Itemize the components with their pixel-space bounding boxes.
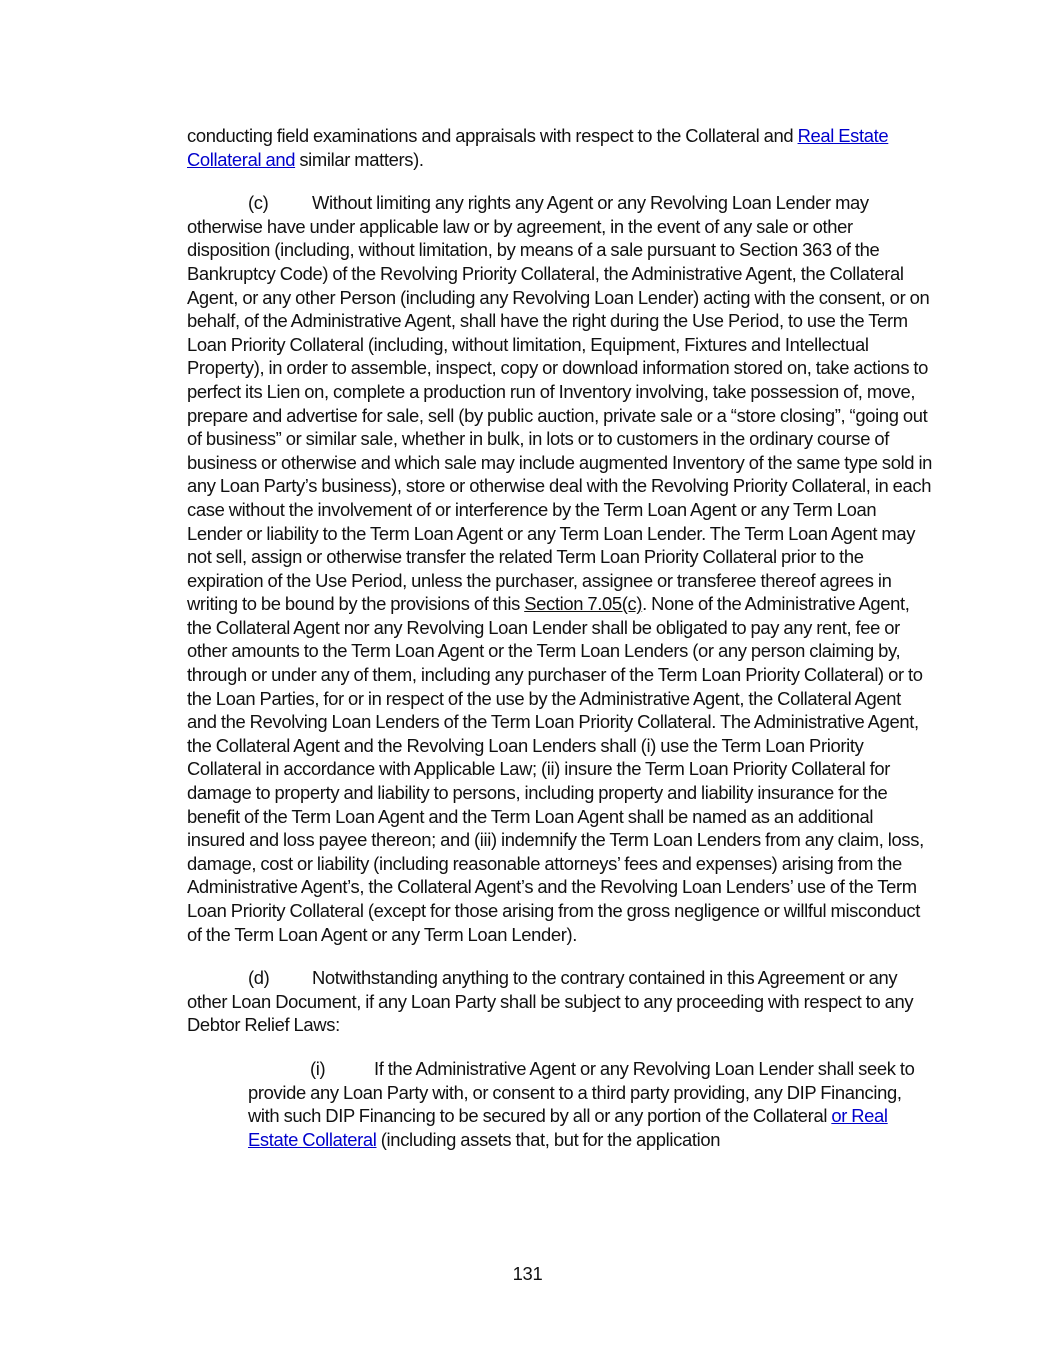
inserted-text-link[interactable]: Real Estate Collateral and	[187, 125, 889, 170]
paragraph-c	[187, 191, 933, 946]
document-body	[187, 124, 933, 1151]
section-marker: (d)	[248, 967, 270, 989]
paragraph-text: (including assets that, but for the application	[376, 1128, 721, 1150]
section-marker: (c)	[248, 192, 269, 214]
paragraph-d-i	[248, 1057, 933, 1151]
paragraph-text: similar matters).	[295, 148, 424, 170]
paragraph-text: Without limiting any rights any Agent or any Revolving Loan Lender may otherwise have under applicable law or by agreement, in the event of any sale or other disposition (including, without limitation, by means of a sale pursuant to Section 363 of the Bankruptcy Code) of the Revolving Priority Collateral, the Administrative Agent, the Collateral Agent, or any other Person (including any Revolving Loan Lender) acting with the consent, or on behalf, of the Administrative Agent, shall have the right during the Use Period, to use the Term Loan Priority Collateral (including, without limitation, Equipment, Fixtures and Intellectual Property), in order to assemble, inspect, copy or download information stored on, take actions to perfect its Lien on, complete a production run of Inventory involving, take possession of, move, prepare and advertise for sale, sell (by public auction, private sale or a “store closing”, “going out of business” or similar sale, whether in bulk, in lots or to customers in the ordinary course of business or otherwise and which sale may include augmented Inventory of the same type sold in any Loan Party’s business), store or otherwise deal with the Revolving Priority Collateral, in each case without the involvement of or interference by the Term Loan Agent or any Term Loan Lender or liability to the Term Loan Agent or any Term Loan Lender. The Term Loan Agent may not sell, assign or otherwise transfer the related Term Loan Priority Collateral prior to the expiration of the Use Period, unless the purchaser, assignee or transferee thereof agrees in writing to be bound by the provisions of this	[187, 192, 933, 615]
section-reference: Section 7.05(c)	[524, 593, 643, 615]
inserted-text-link[interactable]: or Real Estate Collateral	[248, 1105, 888, 1150]
paragraph-text: Notwithstanding anything to the contrary contained in this Agreement or any other Loan Document, if any Loan Party shall be subject to any proceeding with respect to any Debtor Relief Laws:	[187, 967, 914, 1036]
paragraph-text: . None of the Administrative Agent, the Collateral Agent nor any Revolving Loan Lender shall be obligated to pay any rent, fee or other amounts to the Term Loan Agent or the Term Loan Lenders (or any person claiming by, through or under any of them, including any purchaser of the Term Loan Priority Collateral) or to the Loan Parties, for or in respect of the use by the Administrative Agent, the Collateral Agent and the Revolving Loan Lenders of the Term Loan Priority Collateral. The Administrative Agent, the Collateral Agent and the Revolving Loan Lenders shall (i) use the Term Loan Priority Collateral in accordance with Applicable Law; (ii) insure the Term Loan Priority Collateral for damage to property and liability to persons, including property and liability insurance for the benefit of the Term Loan Agent and the Term Loan Agent shall be named as an additional insured and loss payee thereon; and (iii) indemnify the Term Loan Lenders from any claim, loss, damage, cost or liability (including reasonable attorneys’ fees and expenses) arising from the Administrative Agent’s, the Collateral Agent’s and the Revolving Loan Lenders’ use of the Term Loan Priority Collateral (except for those arising from the gross negligence or willful misconduct of the Term Loan Agent or any Term Loan Lender).	[187, 593, 924, 945]
page-number: 131	[512, 1263, 543, 1284]
paragraph-d	[187, 966, 933, 1037]
paragraph-continuation	[187, 124, 933, 171]
paragraph-text: If the Administrative Agent or any Revolving Loan Lender shall seek to provide any Loan Party with, or consent to a third party providing, any DIP Financing, with such DIP Financing to be secured by all or any portion of the Collateral	[248, 1057, 915, 1127]
section-marker: (i)	[310, 1057, 326, 1079]
paragraph-text: conducting field examinations and appraisals with respect to the Collateral and	[187, 125, 798, 146]
